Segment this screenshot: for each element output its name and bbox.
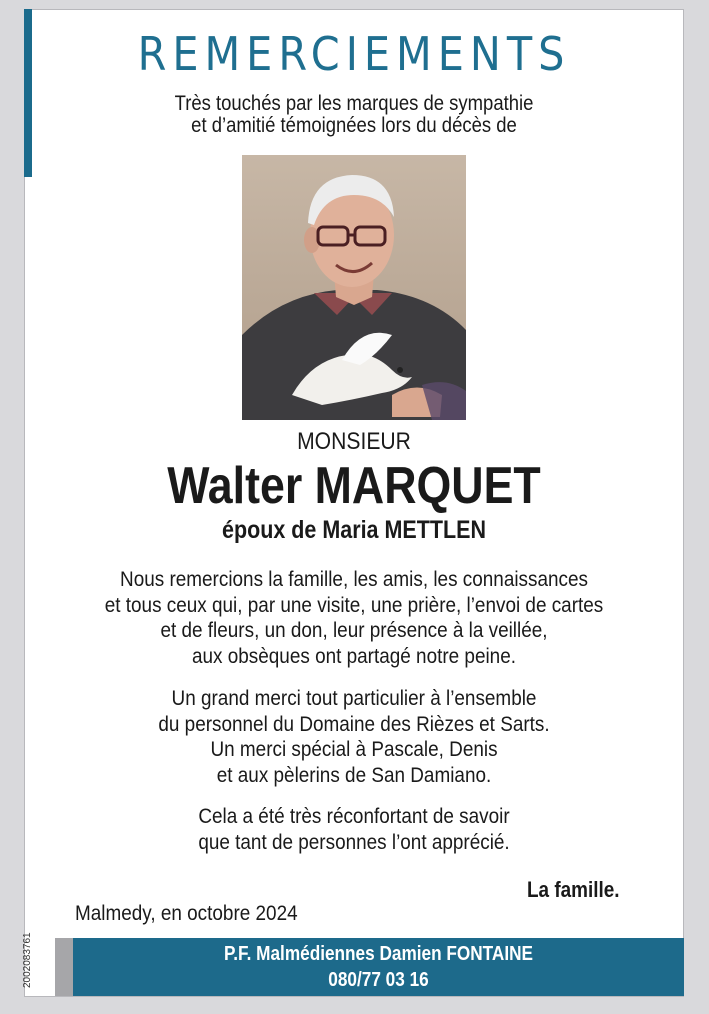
- intro-text: [64, 93, 645, 137]
- paragraph-line: aux obsèques ont partagé notre peine.: [191, 643, 516, 668]
- notice-title: REMERCIEMENTS: [137, 27, 571, 81]
- reference-number: 2002083761: [22, 932, 33, 988]
- paragraph-line: Nous remercions la famille, les amis, les connaissances: [120, 567, 588, 591]
- paragraph-line: et tous ceux qui, par une visite, une prière, l’envoi de cartes: [104, 592, 604, 617]
- deceased-name: Walter MARQUET: [167, 457, 541, 515]
- special-thanks-paragraph: [64, 686, 645, 788]
- funeral-home-name: P.F. Malmédiennes Damien FONTAINE: [223, 943, 534, 965]
- funeral-home-phone: 080/77 03 16: [328, 969, 429, 991]
- paragraph-line: du personnel du Domaine des Rièzes et Sarts.: [158, 711, 550, 736]
- salutation: MONSIEUR: [297, 428, 411, 455]
- intro-line: Très touchés par les marques de sympathie: [174, 92, 534, 115]
- portrait-photo: [242, 155, 466, 420]
- paragraph-line: Cela a été très réconfortant de savoir: [198, 804, 510, 828]
- closing-paragraph: [64, 804, 645, 855]
- intro-line: et d’amitié témoignées lors du décès de: [191, 114, 517, 137]
- spouse-line: époux de Maria METTLEN: [221, 516, 486, 544]
- portrait-illustration: [242, 155, 466, 420]
- thanks-paragraph: [64, 567, 645, 669]
- paragraph-line: Un merci spécial à Pascale, Denis: [210, 737, 498, 761]
- paragraph-line: que tant de personnes l’ont apprécié.: [198, 829, 510, 854]
- paragraph-line: et de fleurs, un don, leur présence à la veillée,: [160, 618, 548, 642]
- funeral-home-footer: [73, 938, 684, 996]
- footer-grey-block: [55, 938, 73, 996]
- place-date: Malmedy, en octobre 2024: [75, 901, 298, 925]
- paragraph-line: et aux pèlerins de San Damiano.: [216, 762, 492, 787]
- paragraph-line: Un grand merci tout particulier à l’ensemble: [171, 686, 537, 710]
- signature: La famille.: [527, 877, 620, 902]
